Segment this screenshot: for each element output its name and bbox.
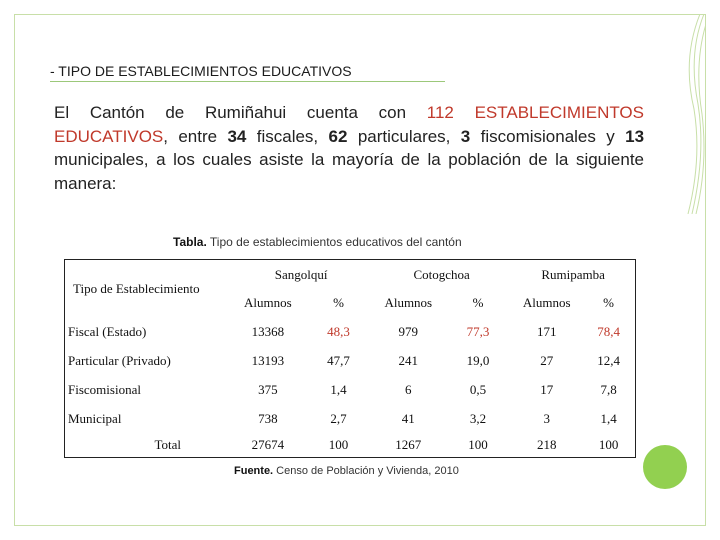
header-group: Sangolquí (274, 266, 328, 282)
table-caption: Tabla. Tipo de establecimientos educativos del cantón (173, 235, 462, 249)
cell: 41 (401, 410, 415, 426)
cell: 47,7 (327, 352, 350, 368)
cell: 12,4 (597, 352, 620, 368)
cell: 27674 (251, 437, 285, 452)
cell: 78,4 (597, 323, 620, 339)
cell: 3 (543, 410, 550, 426)
cell: 171 (536, 323, 557, 339)
cell: 13368 (251, 323, 285, 339)
green-circle-decoration (643, 445, 687, 489)
table-row (65, 346, 635, 375)
table-row (65, 404, 635, 433)
cell: 19,0 (466, 352, 490, 368)
cell: 1,4 (600, 410, 617, 426)
intro-paragraph: El Cantón de Rumiñahui cuenta con 112 ESTABLECIMIENTOS EDUCATIVOS, entre 34 fiscales, 62 particulares, 3 fiscomisionales y 13 municipales, a los cuales asiste la mayoría de la población de la siguiente manera: (54, 103, 645, 193)
row-label: Municipal (68, 410, 122, 426)
header-sub: % (333, 295, 344, 310)
cell: 241 (398, 352, 419, 368)
table-row-total (65, 433, 635, 457)
row-label-total: Total (154, 437, 181, 452)
cell: 17 (540, 381, 554, 397)
cell: 0,5 (469, 381, 487, 397)
cell: 100 (598, 437, 619, 452)
cell: 27 (540, 352, 554, 368)
header-group: Rumipamba (541, 266, 605, 282)
cell: 1,4 (330, 381, 347, 397)
cell: 6 (405, 381, 412, 397)
row-label: Fiscal (Estado) (68, 323, 147, 339)
table-row (65, 375, 635, 404)
cell: 738 (258, 410, 278, 426)
cell: 7,8 (600, 381, 617, 397)
section-title: - TIPO DE ESTABLECIMIENTOS EDUCATIVOS (50, 63, 445, 82)
cell: 13193 (251, 352, 285, 368)
decorative-lines (666, 14, 706, 214)
cell: 375 (258, 381, 278, 397)
header-group: Cotogchoa (413, 266, 470, 282)
header-sub: % (603, 295, 614, 310)
table-source: Fuente. Censo de Población y Vivienda, 2010 (234, 465, 459, 477)
cell: 1267 (395, 437, 422, 452)
cell: 3,2 (469, 410, 487, 426)
header-sub: % (472, 295, 484, 310)
cell: 77,3 (466, 323, 490, 339)
cell: 979 (398, 323, 419, 339)
row-label: Particular (Privado) (68, 352, 171, 368)
table-row (65, 317, 635, 346)
cell: 2,7 (330, 410, 347, 426)
row-label: Fiscomisional (68, 381, 141, 397)
highlight-total: 112 ESTABLECIMIENTOS EDUCATIVOS (54, 103, 644, 146)
header-sub: Alumnos (243, 295, 292, 310)
header-tipo: Tipo de Establecimiento (73, 280, 200, 296)
header-sub: Alumnos (384, 295, 433, 310)
cell: 218 (536, 437, 557, 452)
header-sub: Alumnos (522, 295, 571, 310)
data-table (64, 259, 636, 458)
cell: 48,3 (327, 323, 350, 339)
cell: 100 (468, 437, 488, 452)
cell: 100 (328, 437, 349, 452)
